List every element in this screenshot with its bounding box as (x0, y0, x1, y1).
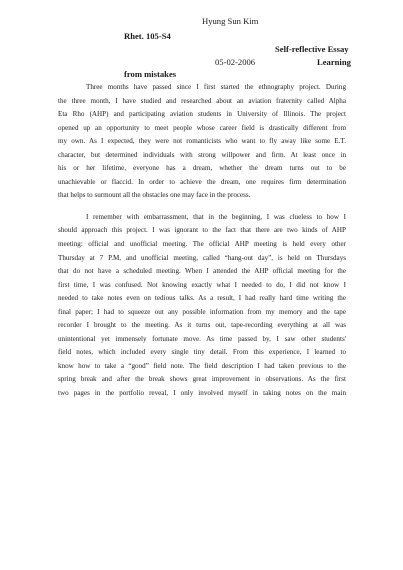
paragraph (58, 211, 346, 401)
text-line: know how to take a “good” field note. The field description I had taken previous to the (58, 361, 346, 370)
text-line: Thursday at 7 P.M, and unofficial meeting, called “hang-out day”, is held on Thursdays (58, 253, 346, 262)
essay-type: Self-reflective Essay (275, 44, 349, 54)
text-line: recorder I brought to the meeting. As it turns out, tape-recording everything at all was (58, 321, 346, 330)
essay-title-part2: from mistakes (124, 69, 177, 79)
text-line: spring break and after the break shows great improvement in observations. As the first (58, 375, 346, 384)
text-line: that helps to surmount all the obstacles one may face in the process. (58, 191, 251, 200)
text-line: meeting: official and unofficial meeting. The official AHP meeting is held every other (58, 240, 346, 249)
author-name: Hyung Sun Kim (202, 16, 259, 26)
essay-title-part1: Learning (317, 57, 351, 67)
text-line: his or her lifetime, everyone has a dream, whether the dream turns out to be (58, 164, 346, 173)
paragraph (58, 81, 346, 203)
text-line: two pages in the portfolio reveal, I only involved myself in taking notes on the main (58, 389, 346, 398)
text-line: character, but determined individuals with strong willpower and firm. At least once in (58, 150, 346, 159)
text-line: Eta Rho (AHP) and participating aviation students in University of Illinois. The project (58, 110, 346, 119)
text-line: that do not have a scheduled meeting. When I attended the AHP official meeting for the (58, 267, 346, 276)
text-line: my own. As I expected, they were not romanticists who want to fly away like some E.T. (58, 137, 346, 146)
text-line: needed to take notes even on tedious talks. As a result, I had really hard time writing the (58, 294, 346, 303)
text-line: should approach this project. I was ignorant to the fact that there are two kinds of AHP (58, 226, 346, 235)
text-line: field notes, which included every single tiny detail. From this experience, I learned to (58, 348, 346, 357)
text-line: final paper; I had to squeeze out any possible information from my memory and the tape (58, 307, 346, 316)
text-line: the three month, I have studied and researched about an aviation fraternity called Alpha (58, 96, 346, 105)
text-line: I remember with embarrassment, that in the beginning, I was clueless to how I (86, 212, 346, 221)
essay-date: 05-02-2006 (215, 57, 256, 67)
text-line: unintentional yet immensely fortunate move. As time passed by, I saw other students' (58, 334, 346, 343)
course-code: Rhet. 105-S4 (124, 31, 171, 41)
text-line: unachievable or flaccid. In order to achieve the dream, one requires firm determination (58, 177, 346, 186)
essay-body (58, 81, 346, 401)
text-line: Three months have passed since I first started the ethnography project. During (86, 83, 346, 91)
text-line: first time, I was confused. Not knowing exactly what I needed to do, I did not know I (58, 280, 346, 289)
text-line: opened up an opportunity to meet people whose career field is drastically different from (58, 123, 346, 132)
